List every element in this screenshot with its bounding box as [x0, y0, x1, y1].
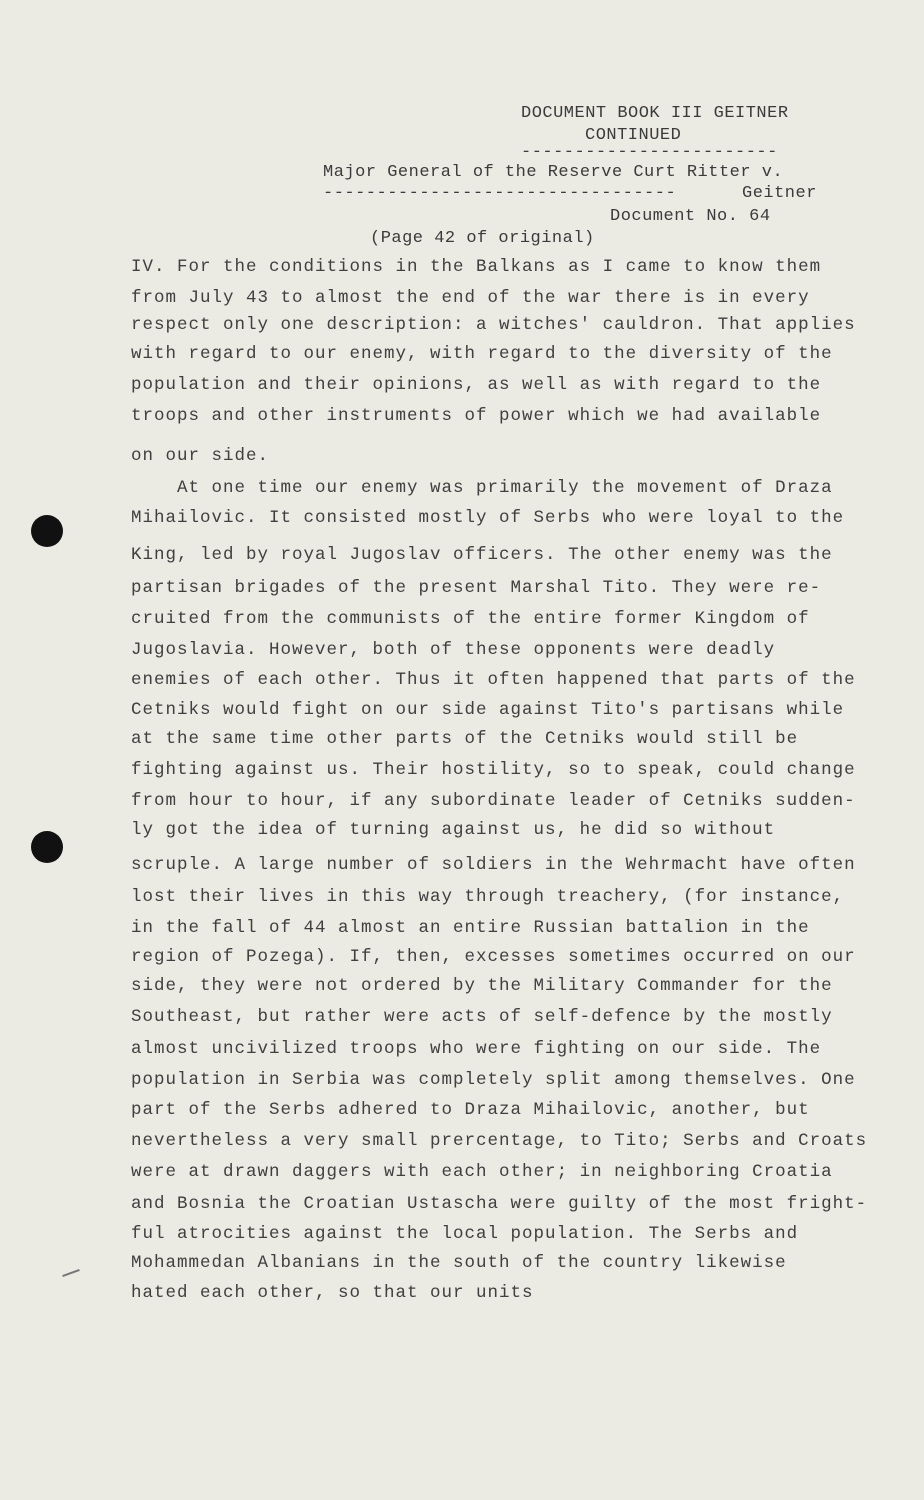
- body-line: from hour to hour, if any subordinate leader of Cetniks sudden-: [131, 791, 856, 811]
- body-line: region of Pozega). If, then, excesses sometimes occurred on our: [131, 947, 856, 967]
- body-line: At one time our enemy was primarily the movement of Draza: [131, 478, 833, 498]
- body-line: side, they were not ordered by the Military Commander for the: [131, 976, 833, 996]
- body-line: Mihailovic. It consisted mostly of Serbs who were loyal to the: [131, 508, 845, 528]
- body-line: and Bosnia the Croatian Ustascha were guilty of the most fright-: [131, 1194, 868, 1214]
- body-line: lost their lives in this way through treachery, (for instance,: [131, 887, 845, 907]
- body-line: scruple. A large number of soldiers in the Wehrmacht have often: [131, 855, 856, 875]
- body-line: IV. For the conditions in the Balkans as I came to know them: [131, 257, 822, 277]
- body-line: ly got the idea of turning against us, he did so without: [131, 820, 776, 840]
- body-line: troops and other instruments of power which we had available: [131, 406, 822, 426]
- body-line: Mohammedan Albanians in the south of the country likewise: [131, 1253, 787, 1273]
- page-reference: (Page 42 of original): [370, 229, 595, 248]
- body-line: almost uncivilized troops who were fighting on our side. The: [131, 1039, 822, 1059]
- body-line: King, led by royal Jugoslav officers. The other enemy was the: [131, 545, 833, 565]
- body-line: on our side.: [131, 446, 270, 466]
- body-line: at the same time other parts of the Cetniks would still be: [131, 729, 799, 749]
- body-line: partisan brigades of the present Marshal Tito. They were re-: [131, 578, 822, 598]
- punch-hole: [31, 515, 63, 547]
- case-title: Major General of the Reserve Curt Ritter v.: [323, 163, 784, 182]
- continued-label: CONTINUED: [585, 126, 682, 145]
- body-line: hated each other, so that our units: [131, 1283, 534, 1303]
- body-line: part of the Serbs adhered to Draza Mihailovic, another, but: [131, 1100, 810, 1120]
- header-rule-1: ------------------------: [521, 143, 778, 162]
- margin-mark: [62, 1269, 80, 1277]
- punch-hole: [31, 831, 63, 863]
- body-line: population in Serbia was completely split among themselves. One: [131, 1070, 856, 1090]
- body-line: population and their opinions, as well as with regard to the: [131, 375, 822, 395]
- body-line: nevertheless a very small prercentage, to Tito; Serbs and Croats: [131, 1131, 868, 1151]
- body-line: in the fall of 44 almost an entire Russian battalion in the: [131, 918, 810, 938]
- body-line: Jugoslavia. However, both of these opponents were deadly: [131, 640, 776, 660]
- body-line: ful atrocities against the local population. The Serbs and: [131, 1224, 799, 1244]
- case-title-continued: Geitner: [742, 184, 817, 203]
- document-book-title: DOCUMENT BOOK III GEITNER: [521, 104, 789, 123]
- body-line: Southeast, but rather were acts of self-defence by the mostly: [131, 1007, 833, 1027]
- body-line: respect only one description: a witches' cauldron. That applies: [131, 315, 856, 335]
- header-rule-2: ---------------------------------: [323, 184, 677, 203]
- body-line: cruited from the communists of the entire former Kingdom of: [131, 609, 810, 629]
- body-line: with regard to our enemy, with regard to the diversity of the: [131, 344, 833, 364]
- body-line: Cetniks would fight on our side against Tito's partisans while: [131, 700, 845, 720]
- body-line: from July 43 to almost the end of the war there is in every: [131, 288, 810, 308]
- document-number: Document No. 64: [610, 207, 771, 226]
- body-line: were at drawn daggers with each other; in neighboring Croatia: [131, 1162, 833, 1182]
- body-line: enemies of each other. Thus it often happened that parts of the: [131, 670, 856, 690]
- body-line: fighting against us. Their hostility, so to speak, could change: [131, 760, 856, 780]
